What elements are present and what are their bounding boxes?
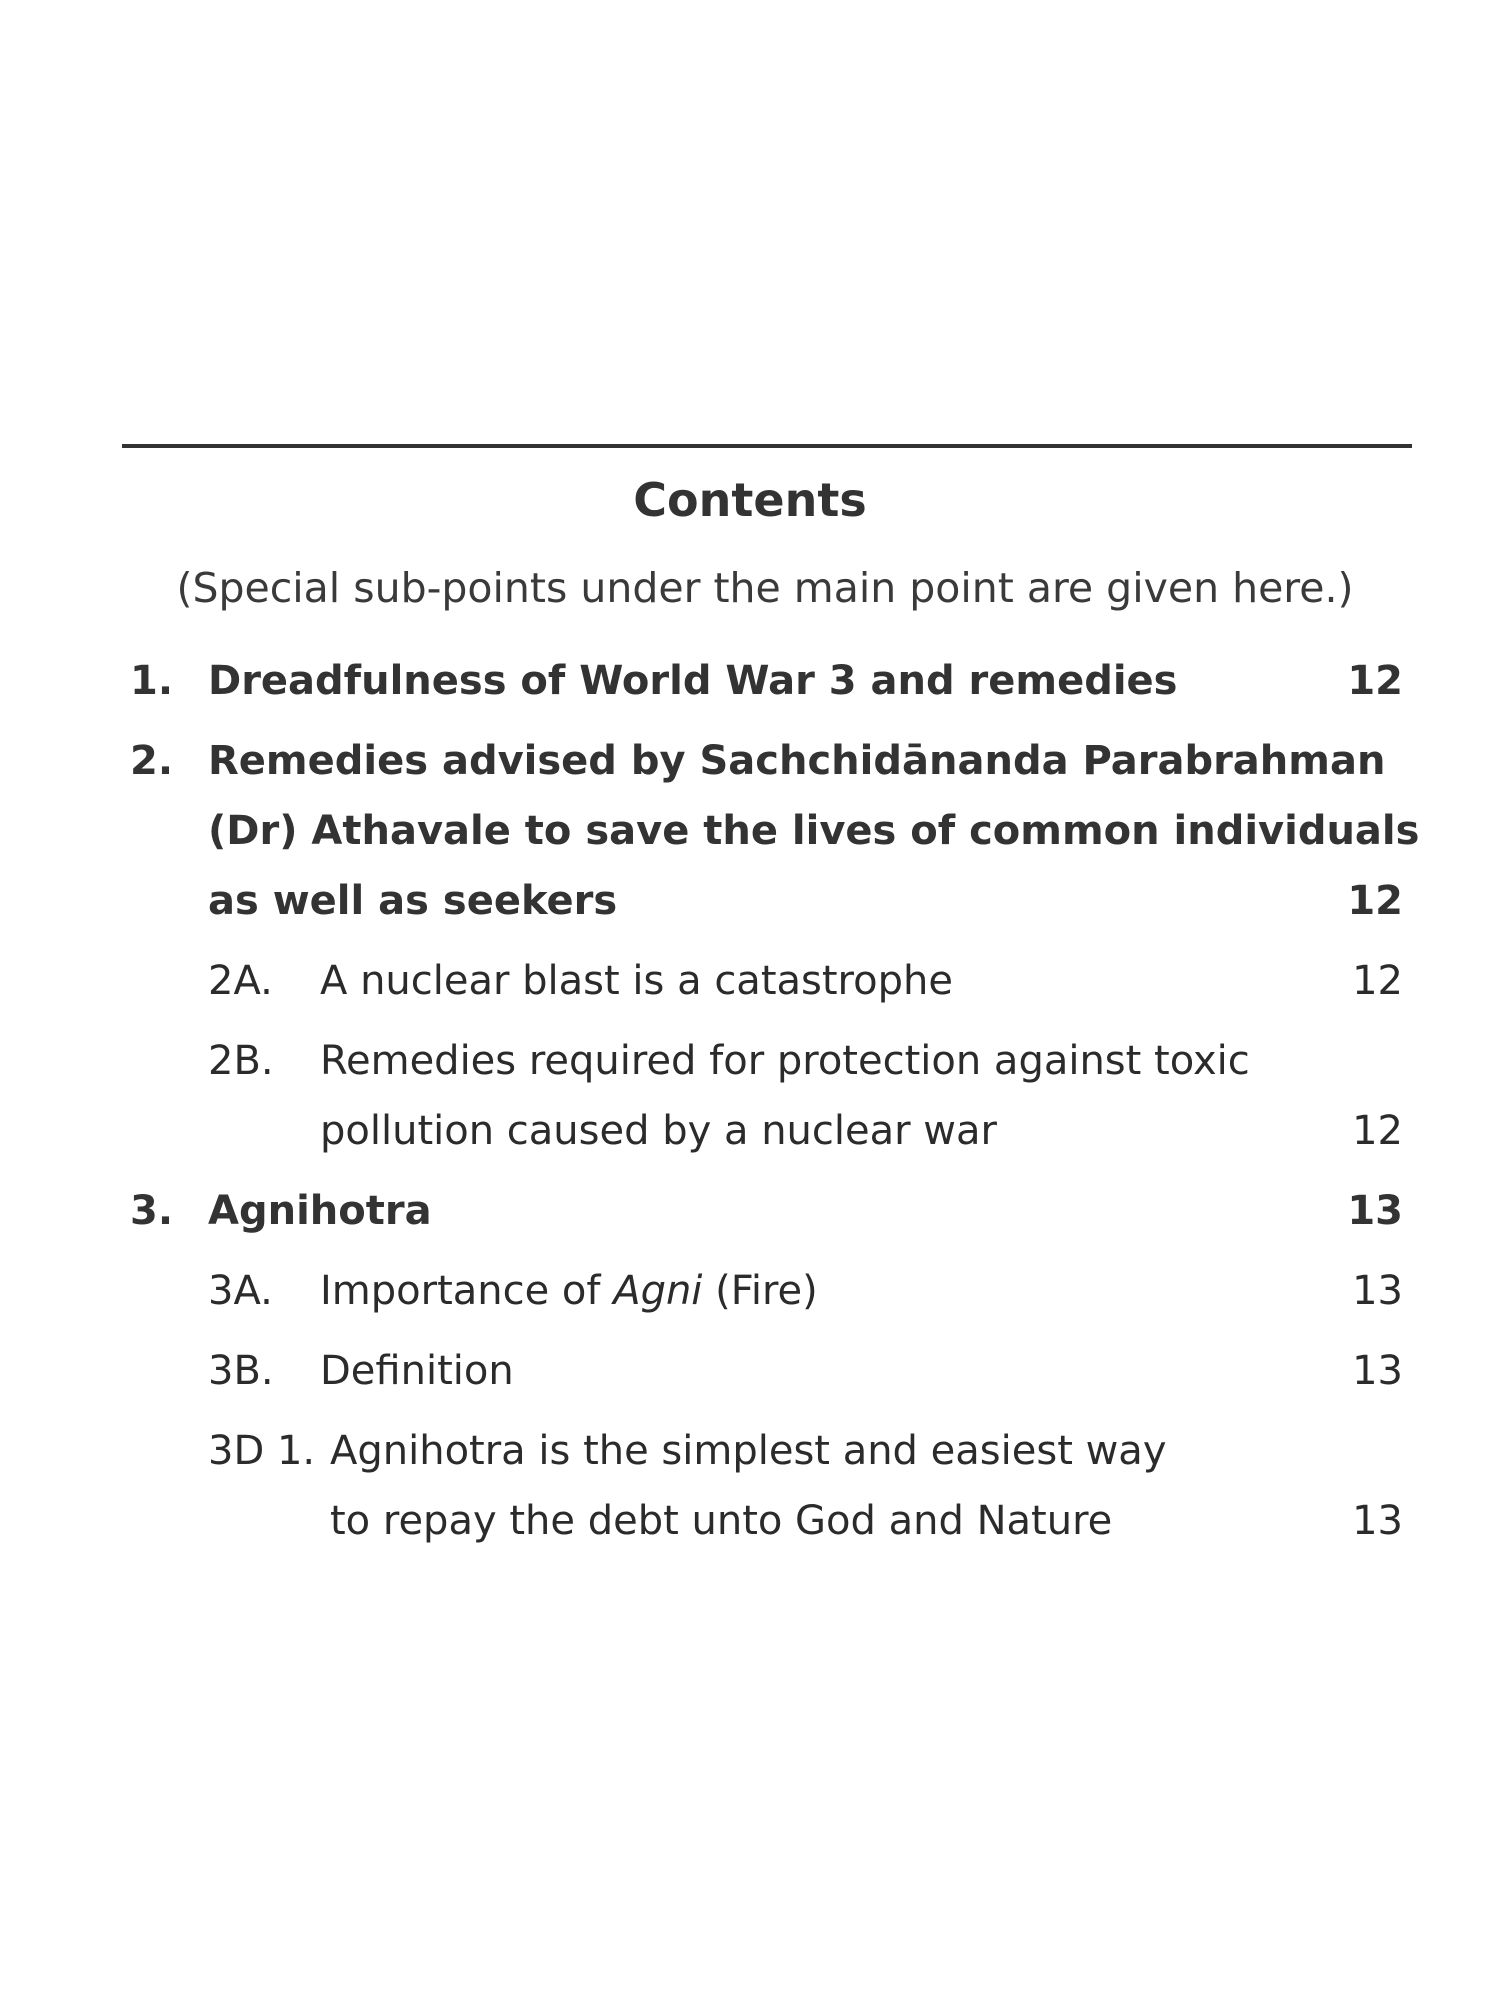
entry-number: 2. (130, 738, 174, 784)
entry-title-line-1: Remedies required for protection against toxic (320, 1038, 1250, 1084)
top-rule (122, 444, 1412, 448)
entry-number: 3D 1. (208, 1428, 316, 1474)
entry-title: A nuclear blast is a catastrophe (320, 958, 953, 1004)
entry-title-line-2: to repay the debt unto God and Nature (330, 1498, 1113, 1544)
entry-number: 1. (130, 658, 174, 704)
entry-title-line-1: Remedies advised by Sachchidānanda Parabrahman (208, 738, 1386, 784)
entry-title (320, 1256, 818, 1326)
entry-number: 2B. (208, 1038, 274, 1084)
entry-page: 13 (1352, 1498, 1403, 1544)
entry-page: 12 (1352, 1108, 1403, 1154)
entry-page: 13 (1347, 1188, 1403, 1234)
entry-page: 12 (1347, 878, 1403, 924)
title-text-after: (Fire) (702, 1268, 818, 1314)
page-subtitle: (Special sub-points under the main point are given here.) (176, 564, 1354, 612)
entry-title: Agnihotra (208, 1188, 432, 1234)
entry-page: 13 (1352, 1268, 1403, 1314)
entry-number: 3B. (208, 1348, 274, 1394)
entry-title-line-2: (Dr) Athavale to save the lives of common individuals (208, 808, 1420, 854)
entry-title-line-1: Agnihotra is the simplest and easiest way (330, 1428, 1167, 1474)
entry-number: 3. (130, 1188, 174, 1234)
entry-title-line-2: pollution caused by a nuclear war (320, 1108, 997, 1154)
entry-page: 12 (1347, 658, 1403, 704)
entry-page: 13 (1352, 1348, 1403, 1394)
page-title: Contents (633, 473, 867, 527)
entry-page: 12 (1352, 958, 1403, 1004)
entry-title-line-3: as well as seekers (208, 878, 618, 924)
entry-title: Dreadfulness of World War 3 and remedies (208, 658, 1178, 704)
title-text-italic: Agni (613, 1268, 703, 1314)
title-text-before: Importance of (320, 1268, 614, 1314)
entry-title: Definition (320, 1348, 514, 1394)
entry-number: 2A. (208, 958, 273, 1004)
entry-number: 3A. (208, 1268, 273, 1314)
